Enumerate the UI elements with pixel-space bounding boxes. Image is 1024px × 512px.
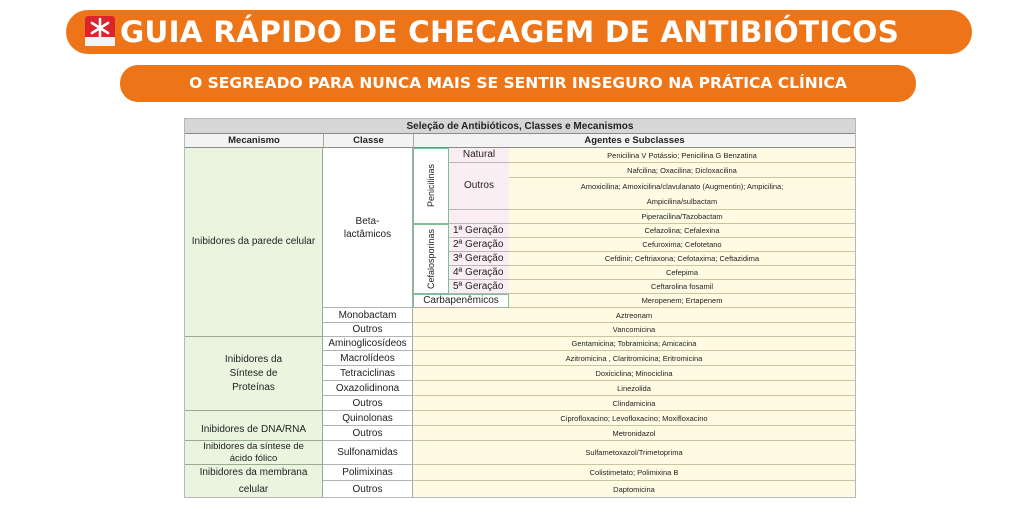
class-outros: Outros (323, 323, 413, 337)
header-class: Classe (323, 134, 413, 148)
header-agents: Agentes e Subclasses (413, 134, 855, 148)
agent-row: Sulfametoxazol/Trimetoprima (413, 441, 855, 465)
agent-row: Aztreonam (413, 308, 855, 323)
class-macrolideos: Macrolídeos (323, 351, 413, 366)
subclass-empty (449, 210, 509, 224)
subclass-1st-gen: 1ª Geração (449, 224, 509, 238)
class-tetraciclinas: Tetraciclinas (323, 366, 413, 381)
agent-row: Meropenem; Ertapenem (509, 294, 855, 308)
agent-row: Penicilina V Potássio; Penicilina G Benzatina (509, 148, 855, 163)
class-aminoglicosideos: Aminoglicosídeos (323, 337, 413, 351)
agent-row: Doxiciclina; Minociclina (413, 366, 855, 381)
agent-row: Cefuroxima; Cefotetano (509, 238, 855, 252)
group-penicilinas (413, 148, 449, 224)
mechanism-membrane-label: Inibidores da membrana celular (199, 467, 308, 495)
group-penicilinas-label: Penicilinas (426, 164, 436, 208)
agent-row: Azitromicina , Claritromicina; Eritromicina (413, 351, 855, 366)
mechanism-membrane (185, 465, 323, 497)
subclass-carbapenemicos: Carbapenêmicos (413, 294, 509, 308)
table-title: Seleção de Antibióticos, Classes e Mecanismos (185, 119, 855, 134)
class-sulfonamidas: Sulfonamidas (323, 441, 413, 465)
class-beta-lactams (323, 148, 413, 308)
page-title: GUIA RÁPIDO DE CHECAGEM DE ANTIBIÓTICOS (120, 15, 900, 49)
agent-row: Metronidazol (413, 426, 855, 441)
class-quinolonas: Quinolonas (323, 411, 413, 426)
class-outros: Outros (323, 426, 413, 441)
agent-row: Ampicilina/sulbactam (509, 194, 855, 210)
subclass-5th-gen: 5ª Geração (449, 280, 509, 294)
class-outros: Outros (323, 481, 413, 497)
agent-row: Colistimetato; Polimixina B (413, 465, 855, 481)
antibiotic-table (184, 118, 856, 498)
subclass-3rd-gen: 3ª Geração (449, 252, 509, 266)
group-cefalosporinas-label: Cefalosporinas (426, 228, 436, 290)
subclass-4th-gen: 4ª Geração (449, 266, 509, 280)
mechanism-dna-rna: Inibidores de DNA/RNA (185, 411, 323, 441)
header-mechanism: Mecanismo (185, 134, 323, 148)
agent-row: Ceftarolina fosamil (509, 280, 855, 294)
agent-row: Vancomicina (413, 323, 855, 337)
page-subtitle: O SEGREADO PARA NUNCA MAIS SE SENTIR INSEGURO NA PRÁTICA CLÍNICA (189, 74, 847, 92)
mechanism-protein-synthesis (185, 337, 323, 411)
class-outros: Outros (323, 396, 413, 411)
subclass-natural: Natural (449, 148, 509, 163)
agent-row: Cefdinir; Ceftriaxona; Cefotaxima; Ceftazidima (509, 252, 855, 266)
agent-row: Clindamicina (413, 396, 855, 411)
subclass-2nd-gen: 2ª Geração (449, 238, 509, 252)
agent-row: Daptomicina (613, 484, 655, 494)
mechanism-cell-wall: Inibidores da parede celular (185, 148, 323, 337)
agent-row: Nafcilina; Oxacilina; Dicloxacilina (509, 163, 855, 178)
agent-row: Amoxicilina; Amoxicilina/clavulanato (Augmentin); Ampicilina; (580, 181, 784, 191)
agent-row: Piperacilina/Tazobactam (509, 210, 855, 224)
group-cefalosporinas (413, 224, 449, 294)
agent-row: Cefepima (509, 266, 855, 280)
agent-row: Cefazolina; Cefalexina (509, 224, 855, 238)
medical-star-icon (84, 15, 116, 47)
mechanism-folic-label: Inibidores da síntese de ácido fólico (203, 440, 304, 464)
agent-row: Gentamicina; Tobramicina; Amicacina (413, 337, 855, 351)
class-oxazolidinona: Oxazolidinona (323, 381, 413, 396)
subclass-outros: Outros (449, 163, 509, 210)
class-polimixinas: Polimixinas (323, 465, 413, 481)
mechanism-folic-acid (185, 441, 323, 465)
class-monobactam: Monobactam (323, 308, 413, 323)
class-beta-lactams-label: Beta-lactâmicos (343, 215, 392, 240)
agent-row: Ciprofloxacino; Levofloxacino; Moxifloxacino (413, 411, 855, 426)
mechanism-protein-label: Inibidores da Síntese de Proteínas (224, 353, 283, 393)
agent-row: Linezolida (413, 381, 855, 396)
